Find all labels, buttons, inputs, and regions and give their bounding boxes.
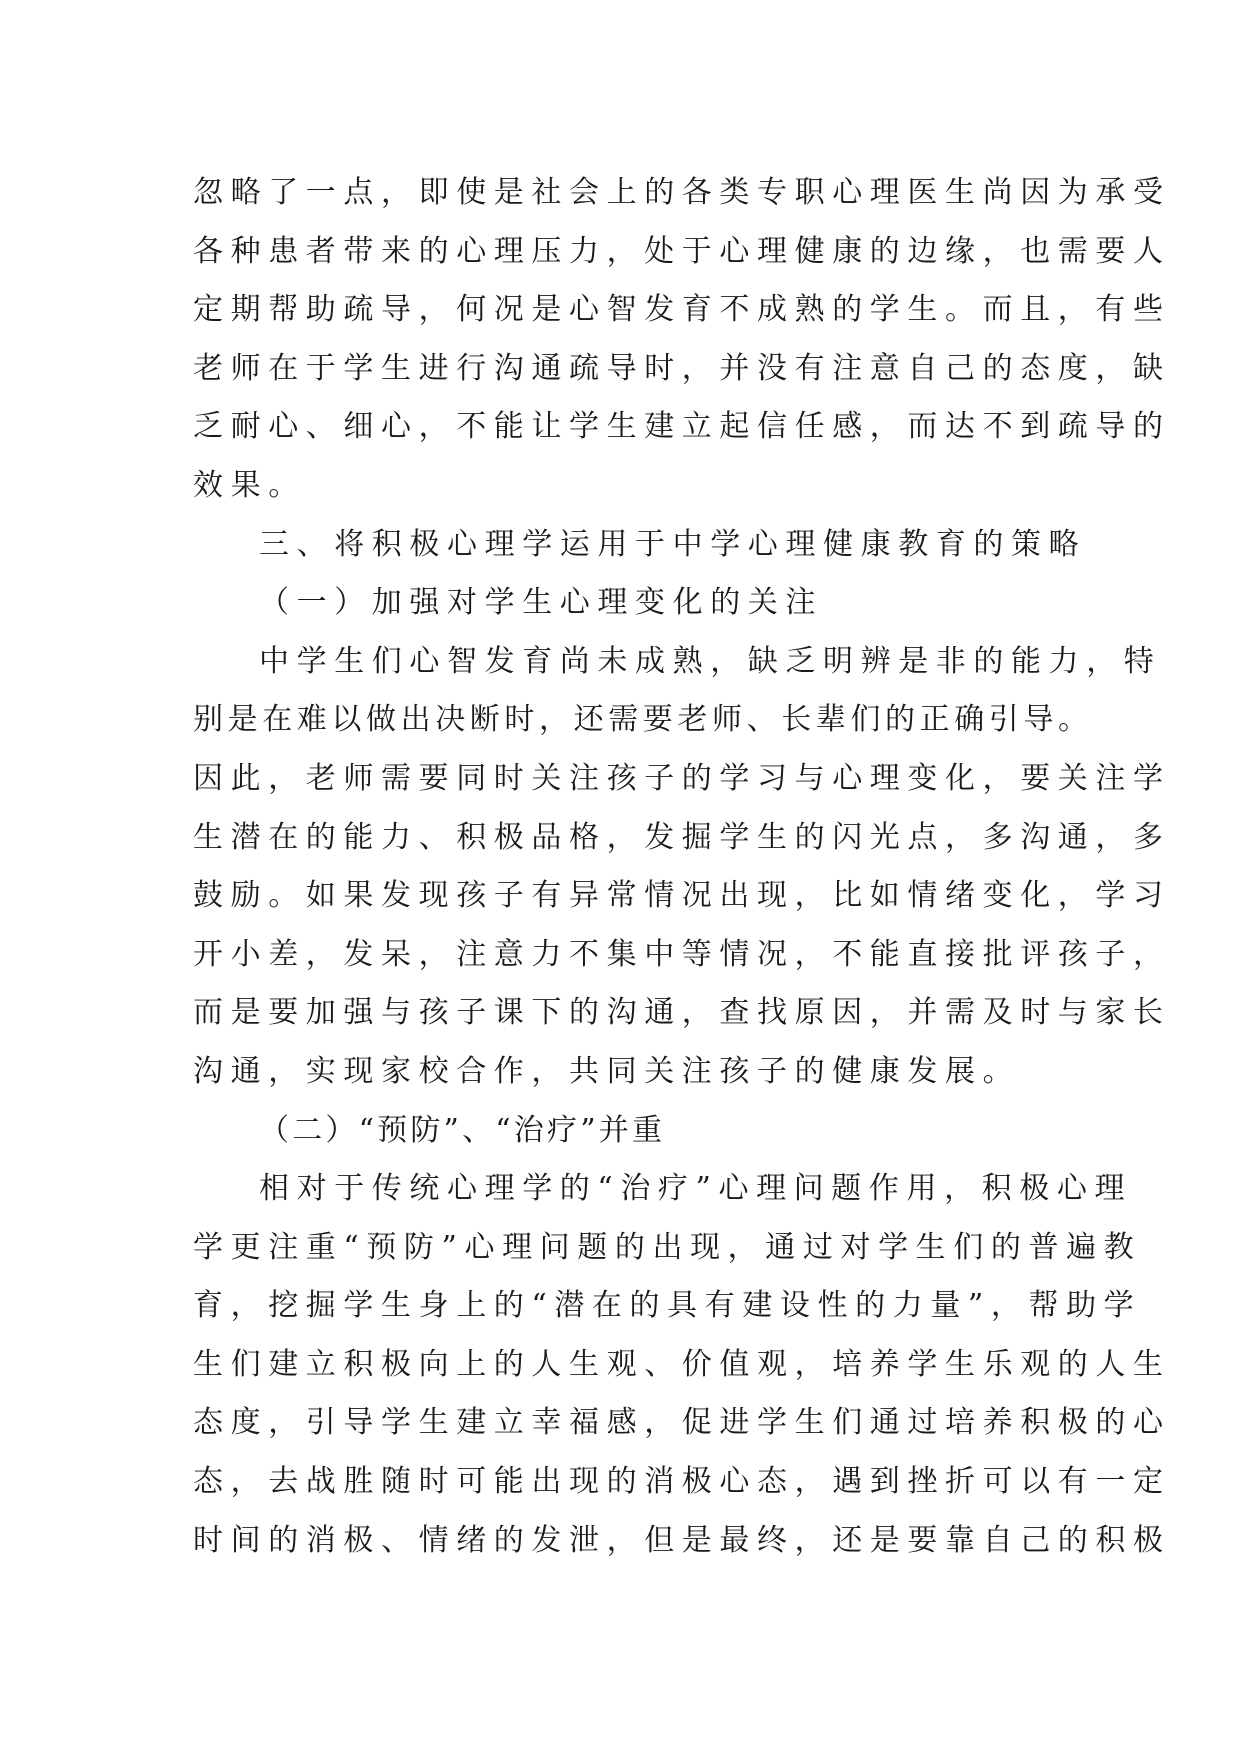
text-line: 老师在于学生进行沟通疏导时，并没有注意自己的态度，缺 — [193, 350, 1171, 386]
subsection-heading: （二）“预防”、“治疗”并重 — [259, 1112, 666, 1148]
text-line: 学更注重“预防”心理问题的出现，通过对学生们的普遍教 — [193, 1229, 1142, 1265]
text-line: 定期帮助疏导，何况是心智发育不成熟的学生。而且，有些 — [193, 292, 1171, 328]
text-line: 开小差，发呆，注意力不集中等情况，不能直接批评孩子， — [193, 936, 1171, 972]
text-line: 育，挖掘学生身上的“潜在的具有建设性的力量”，帮助学 — [193, 1288, 1142, 1324]
text-line: 中学生们心智发育尚未成熟，缺乏明辨是非的能力，特 — [259, 643, 1162, 679]
text-line: 生潜在的能力、积极品格，发掘学生的闪光点，多沟通，多 — [193, 819, 1171, 855]
text-line: 因此，老师需要同时关注孩子的学习与心理变化，要关注学 — [193, 760, 1171, 796]
text-line: 态度，引导学生建立幸福感，促进学生们通过培养积极的心 — [193, 1405, 1171, 1441]
text-line: 沟通，实现家校合作，共同关注孩子的健康发展。 — [193, 1053, 1021, 1089]
text-line: 乏耐心、细心，不能让学生建立起信任感，而达不到疏导的 — [193, 409, 1171, 445]
text-line: 鼓励。如果发现孩子有异常情况出现，比如情绪变化，学习 — [193, 878, 1171, 914]
text-line: 相对于传统心理学的“治疗”心理问题作用，积极心理 — [259, 1171, 1133, 1207]
text-line: 时间的消极、情绪的发泄，但是最终，还是要靠自己的积极 — [193, 1522, 1171, 1558]
subsection-heading: （一）加强对学生心理变化的关注 — [259, 585, 823, 621]
section-heading: 三、将积极心理学运用于中学心理健康教育的策略 — [259, 526, 1087, 562]
body-text — [193, 164, 1171, 1570]
text-line: 态，去战胜随时可能出现的消极心态，遇到挫折可以有一定 — [193, 1464, 1171, 1500]
text-line: 忽略了一点，即使是社会上的各类专职心理医生尚因为承受 — [193, 175, 1171, 210]
text-line: 各种患者带来的心理压力，处于心理健康的边缘，也需要人 — [193, 233, 1171, 269]
text-line: 生们建立积极向上的人生观、价值观，培养学生乐观的人生 — [193, 1346, 1171, 1382]
text-line: 效果。 — [193, 467, 306, 503]
text-line: 别是在难以做出决断时，还需要老师、长辈们的正确引导。 — [193, 702, 1093, 738]
text-line: 而是要加强与孩子课下的沟通，查找原因，并需及时与家长 — [193, 995, 1171, 1031]
